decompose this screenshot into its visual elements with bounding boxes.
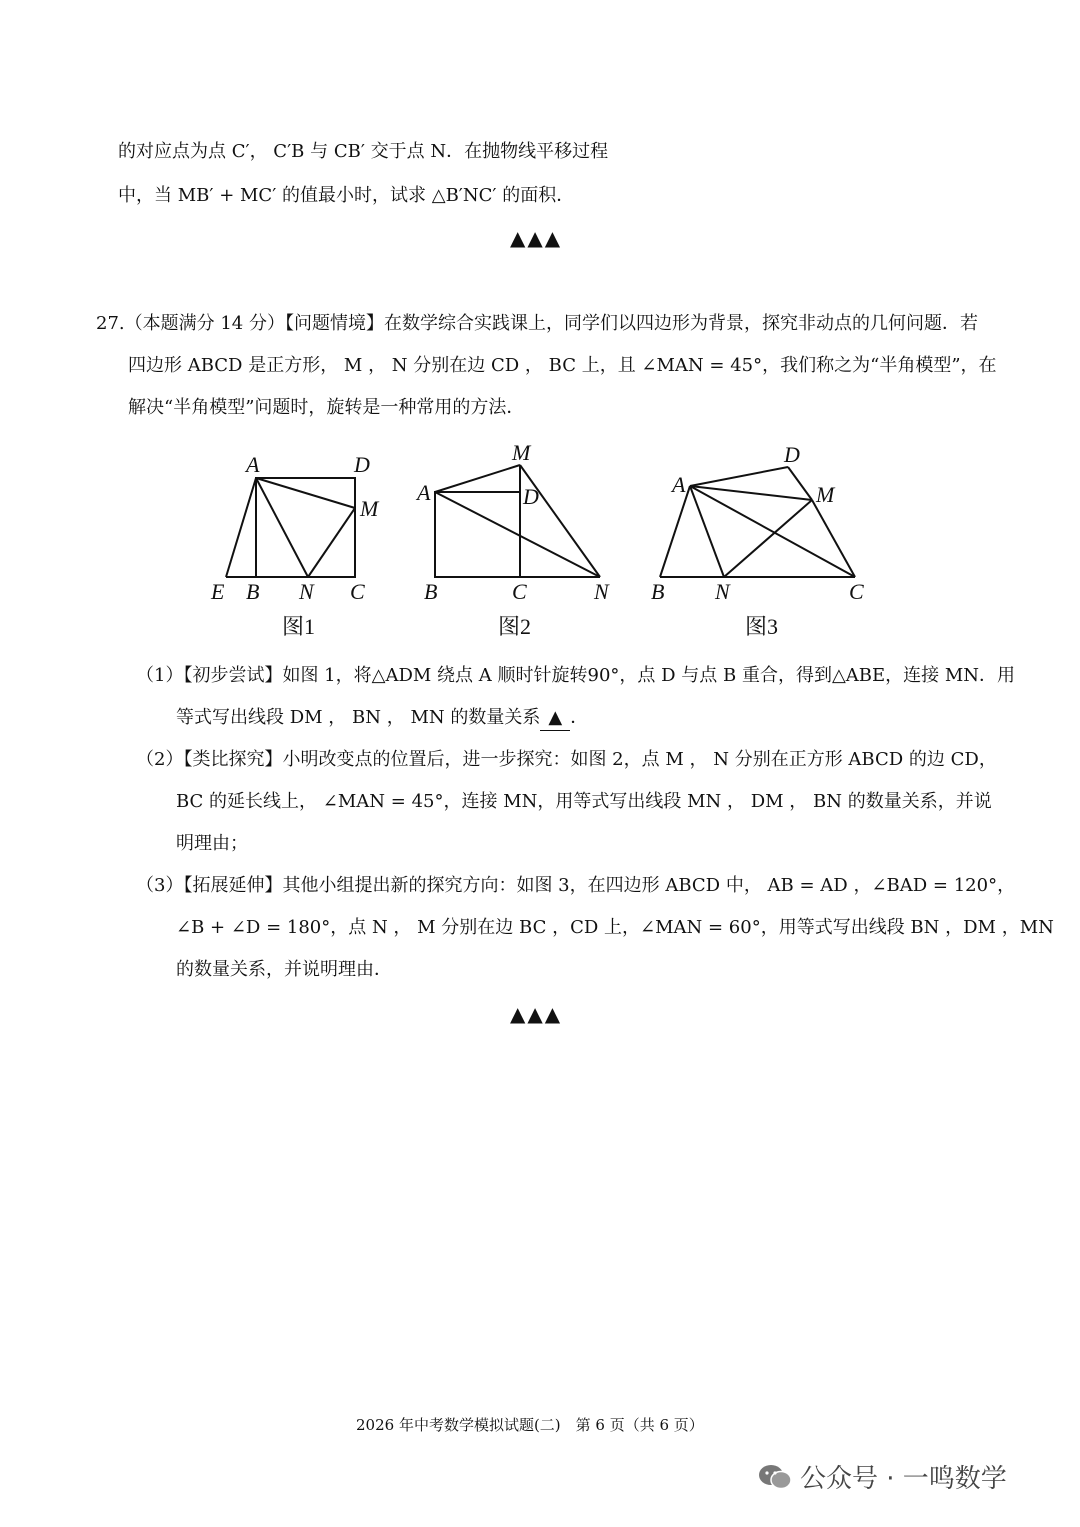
part1-line-1: （1）【初步尝试】如图 1，将△ADM 绕点 A 顺时针旋转90°，点 D 与点 B 重合，得到△ABE，连接 MN．用 bbox=[136, 665, 1016, 686]
fig2-label-M: M bbox=[512, 440, 531, 465]
fig1-label-C: C bbox=[350, 579, 365, 604]
fig1-label-N: N bbox=[299, 579, 314, 604]
separator-triangles-2: ▲▲▲ bbox=[510, 1002, 563, 1026]
fig2-label-N: N bbox=[594, 579, 609, 604]
prev-question-line-1: 的对应点为点 C′， C′B 与 CB′ 交于点 N．在抛物线平移过程 bbox=[118, 141, 609, 162]
q27-line-1: 27.（本题满分 14 分）【问题情境】在数学综合实践课上，同学们以四边形为背景，探究非动点的几何问题．若 bbox=[96, 313, 978, 334]
fig3-label-D: D bbox=[784, 442, 800, 467]
q27-line-2: 四边形 ABCD 是正方形， M ， N 分别在边 CD ， BC 上，且 ∠MAN = 45°，我们称之为“半角模型”，在 bbox=[128, 355, 997, 376]
fig3-label-N: N bbox=[715, 579, 730, 604]
figure-3-caption: 图3 bbox=[745, 614, 779, 639]
prev-question-line-2: 中，当 MB′ + MC′ 的值最小时，试求 △B′NC′ 的面积． bbox=[118, 185, 575, 206]
figure-1-caption: 图1 bbox=[282, 614, 316, 639]
fig1-label-D: D bbox=[354, 452, 370, 477]
fig1-label-B: B bbox=[246, 579, 260, 604]
part1-line-2 bbox=[176, 706, 588, 731]
part3-line-1: （3）【拓展延伸】其他小组提出新的探究方向：如图 3，在四边形 ABCD 中， AB = AD ，∠BAD = 120°， bbox=[136, 875, 1016, 896]
fig2-label-D: D bbox=[523, 484, 539, 509]
fig1-label-M: M bbox=[360, 496, 379, 521]
page-footer: 2026 年中考数学模拟试题(二) 第 6 页（共 6 页） bbox=[356, 1416, 704, 1434]
part2-line-3: 明理由； bbox=[176, 833, 248, 854]
part1-line-2-text: 等式写出线段 DM ， BN ， MN 的数量关系 bbox=[176, 707, 541, 728]
q27-line-3: 解决“半角模型”问题时，旋转是一种常用的方法． bbox=[128, 397, 525, 418]
fig3-label-B: B bbox=[651, 579, 665, 604]
fig1-label-E: E bbox=[211, 579, 225, 604]
fig2-label-C: C bbox=[512, 579, 527, 604]
fig3-label-A: A bbox=[672, 472, 686, 497]
fig2-label-A: A bbox=[417, 480, 431, 505]
figure-2-diagram bbox=[435, 465, 600, 577]
answer-blank: ▲ bbox=[540, 706, 570, 731]
part2-line-2: BC 的延长线上， ∠MAN = 45°，连接 MN，用等式写出线段 MN ， DM ， BN 的数量关系，并说 bbox=[176, 791, 992, 812]
fig1-label-A: A bbox=[246, 452, 260, 477]
wechat-icon bbox=[758, 1464, 792, 1490]
figure-2-caption: 图2 bbox=[498, 614, 532, 639]
figures-area bbox=[0, 440, 1080, 640]
fig3-label-M: M bbox=[816, 482, 835, 507]
fig2-label-B: B bbox=[424, 579, 438, 604]
separator-triangles: ▲▲▲ bbox=[510, 226, 563, 250]
part1-line-2-end: ． bbox=[570, 707, 589, 728]
part2-line-1: （2）【类比探究】小明改变点的位置后，进一步探究：如图 2，点 M ， N 分别在正方形 ABCD 的边 CD， bbox=[136, 749, 997, 770]
watermark-text: 公众号 · 一鸣数学 bbox=[800, 1464, 1007, 1494]
part3-line-2: ∠B + ∠D = 180°，点 N ， M 分别在边 BC ，CD 上，∠MAN = 60°，用等式写出线段 BN ，DM ，MN bbox=[176, 917, 1054, 938]
fig3-label-C: C bbox=[849, 579, 864, 604]
part3-line-3: 的数量关系，并说明理由． bbox=[176, 959, 392, 980]
figure-1-diagram bbox=[226, 478, 355, 577]
